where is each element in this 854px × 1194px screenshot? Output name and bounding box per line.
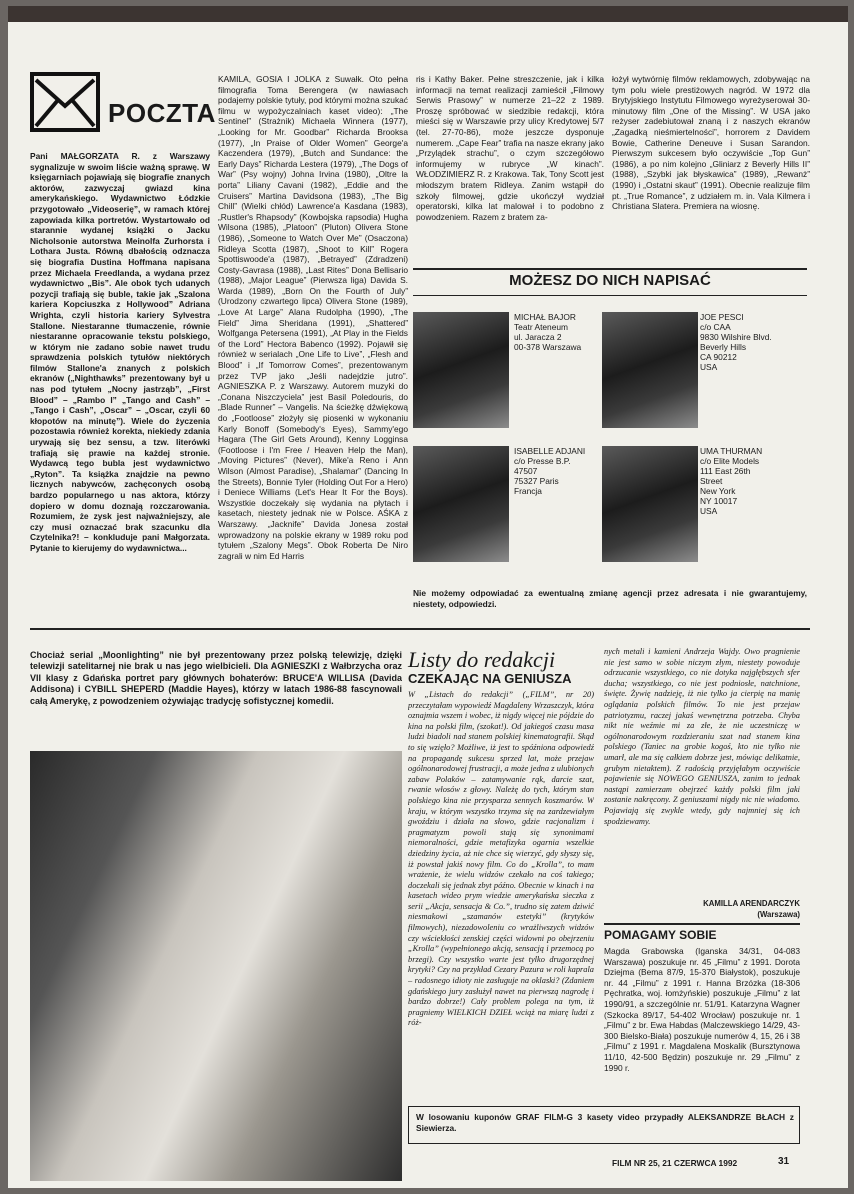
letter-column-1 [30, 151, 210, 623]
address-uma-thurman: UMA THURMAN c/o Elite Models 111 East 26th Street New York NY 10017 USA [700, 446, 763, 516]
letter-text-4: łożył wytwórnię filmów reklamowych, zdobywając na tym polu wiele prestiżowych nagród. W 1972 dla Brytyjskiego Instytutu Filmowego wyreżyserował 30-minutowy film „One of the Missing”. W USA jako reżyser zadebiutował znaną i z naszych ekranów „Zagadką nieśmiertelności”, horrorem z Davidem Bowie, Catherine Deneuve i Susan Sarandon. Pierwszym sukcesem było oczywiście „Top Gun” (1986), a po nim kolejno „Gliniarz z Beverly Hills II” (1988), „Szybki jak błyskawica” (1989), „Rewanż” (1990) i „Ostatni skaut” (1991). Obecnie realizuje film pt. „True Romance”, z udziałem m. in. Vala Kilmera i Christiana Slatera. Premiera na wiosnę. [612, 74, 810, 212]
write-section-title: MOŻESZ DO NICH NAPISAĆ [509, 272, 711, 289]
address-michal-bajor: MICHAŁ BAJOR Teatr Ateneum ul. Jaracza 2 00-378 Warszawa [514, 312, 582, 352]
envelope-icon [30, 72, 100, 132]
page-number: 31 [778, 1156, 790, 1167]
moonlighting-caption [30, 650, 402, 740]
scan-edge [8, 6, 848, 22]
photo-willis-shepherd [30, 751, 402, 1181]
issue-info: FILM NR 25, 21 CZERWCA 1992 [612, 1158, 738, 1168]
letter-text-3: ris i Kathy Baker. Pełne streszczenie, jak i kilka informacji na temat realizacji zamieścił „Filmowy Serwis Prasowy” w numerze 21–22 z 1989. Proszę spróbować w siedzibie redakcji, która mieści się w Warszawie przy ulicy Kredytowej 5/7 (tel. 27-70-86), może jeszcze dysponuje numerem. „Cape Fear” trafia na nasze ekrany jako „Przylądek strachu”, o czym szczegółowo informujemy w rubryce „W kinach”. WŁODZIMIERZ R. z Krakowa. Tak, Tony Scott jest młodszym bratem Ridleya. Zanim wstąpił do szkoły filmowej, gdzie ukończył wydział operatorski, kilka lat malował i to podobno z powodzeniem. Razem z bratem za- [416, 74, 604, 222]
listy-column-2 [604, 647, 800, 897]
magazine-page [8, 6, 848, 1188]
photo-joe-pesci [602, 312, 698, 428]
divider [413, 295, 807, 296]
letter-text-1: Pani MAŁGORZATA R. z Warszawy sygnalizuje w swoim liście ważną sprawę. W księgarniach pojawiają się biografie znanych aktorów, zazwyczaj gwiazd kina amerykańskiego. Wydawnictwo Łódzkie przygotowało „Videoserię”, w ramach której zapowiada kilka portretów. Wystartowało od starannie wydanej książki o Jacku Nicholsonie autorstwa Meinolfa Zurhorsta i Lothara Justa. Równą dbałością odznacza się biografia Dustina Hoffmana napisana przez Michaela Freedlanda, a wydana przez wydawnictwo „Bis”. Ale obok tych udanych pozycji trafiają się buble, takie jak „Szalona kariera Kopciuszka z Hollywood” Adriana Wrighta, czyli historia kariery Sylvestra Stallone. Niestaranne tłumaczenie, równie niestaranne opracowanie tekstu polskiego, w którym nie zadano sobie nawet trudu sprawdzenia polskich tytułów niektórych filmów Stallone'a znanych z polskich ekranów („Nighthawks” prezentowany był u nas pod tytułem „Nocny jastrząb”, „First Blood” – „Rambo I” „Tango and Cash” – „Tango i Cash”, „Oscar” – „Oscar, czyli 60 kłopotów na minutę”). Wiele do życzenia pozostawia również korekta, niekiedy zdania urywają się bez sensu, a tzw. literówki trafiają się prawie na każdej stronie. Wydawcą tego bubla jest wydawnictwo „Ryton”. Ta książka znajdzie na pewno licznych nabywców, zachęconych osobą bardzo popularnego u nas aktora, którzy dopiero w domu doznają rozczarowania. Rozumiem, że zysk jest najważniejszy, ale czy musi oznaczać brak szacunku dla Czytelnika?! – konkluduje pani Małgorzata. Pytanie to kierujemy do wydawnictwa... [30, 151, 210, 553]
section-divider [30, 628, 810, 630]
photo-isabelle-adjani [413, 446, 509, 562]
listy-signature-city: (Warszawa) [757, 910, 800, 919]
photo-michal-bajor [413, 312, 509, 428]
letter-column-4 [612, 74, 810, 262]
listy-column-1 [408, 690, 594, 1098]
pomagamy-column [604, 946, 800, 1096]
address-isabelle-adjani: ISABELLE ADJANI c/o Presse B.P. 47507 75327 Paris Francja [514, 446, 586, 496]
moonlighting-text: Chociaż serial „Moonlighting” nie był prezentowany przez polską telewizję, dzięki telewizji satelitarnej nie brak u nas jego wielbicieli. Dla AGNIESZKI z Wałbrzycha oraz VII klasy z Gdańska portret pary głównych bohaterów: BRUCE'A WILLISA (Davida Addisona) i CYBILL SHEPERD (Maddie Hayes), którzy w latach 1986-88 fascynowali całą Amerykę, z powodzeniem ożywiając tradycję sofistycznej komedii. [30, 650, 402, 706]
pomagamy-title: POMAGAMY SOBIE [604, 928, 717, 942]
section-title: POCZTA [108, 98, 216, 128]
lottery-text: W losowaniu kuponów GRAF FILM-G 3 kasety video przypadły ALEKSANDRZE BŁACH z Siewierza. [416, 1112, 794, 1133]
address-joe-pesci: JOE PESCI c/o CAA 9830 Wilshire Blvd. Beverly Hills CA 90212 USA [700, 312, 772, 372]
listy-signature: KAMILLA ARENDARCZYK [703, 899, 800, 908]
listy-header: Listy do redakcji [408, 647, 556, 672]
letter-column-3 [416, 74, 604, 262]
photo-uma-thurman [602, 446, 698, 562]
listy-title: CZEKAJĄC NA GENIUSZA [408, 671, 572, 686]
write-disclaimer [413, 588, 807, 612]
letter-column-2 [218, 74, 408, 622]
divider [413, 268, 807, 270]
pomagamy-text: Magda Grabowska (Iganska 34/31, 04-083 Warszawa) poszukuje nr. 45 „Filmu” z 1991. Dorota Dziejma (Bema 87/9, 15-370 Białystok), poszukuje nr. 44 „Filmu” z 1991 r. Hanna Brzózka (18-306 Pęchratka, woj. łomżyńskie) poszukuje „Filmu” z lat 1990/91, a szczególnie nr. 51/91. Katarzyna Wagner (Szkocka 89/17, 54-402 Wrocław) poszukuje nr. 1 „Filmu” z br. Ewa Habdas (Malczewskiego 14/29, 43-300 Bielsko-Biała) poszukuje numerów 4, 15, 26 i 38 „Filmu” z 1991 r. Magdalena Moskalik (Bursztynowa 11/10, 42-500 Będzin) poszukuje nr. 29 „Filmu” z 1990 r. [604, 946, 800, 1073]
listy-text-1: W „Listach do redakcji” („FILM”, nr 20) przeczytałam wypowiedź Magdaleny Wrzaszczyk, która oznajmia wszem i wobec, iż nigdy więcej nie pójdzie do kina na polski film, (szokat!). Od jakiegoś czasu masa ludzi biadoli nad stanem polskiej kinematografii. Skąd to się wzięło? Możliwe, iż jest to spóźniona odpowiedź na propagandę sukcesu sprzed lat, może przejaw ogólnonarodowej frustracji, a może jedna z ulubionych zabaw Polaków – zatamywanie rąk, darcie szat, rwanie włosów z głowy. Należę do tych, którym stan polskiego kina nie przysparza sennych koszmarów. W kraju, w którym wszystko trzyma się na zardzewiałym gwoździu i działa na słowo, gdzie racjonalizm i pragmatyzm powoli stają się synonimami niemoralności, gdzie metafizyka ogarnia wszelkie dziedziny życia, aż nie chce się wierzyć, gdy słyszy się, iż powstał jakiś nowy film. Co do „Krolla”, to mam wrażenie, że wielu widzów czekało na coś takiego; doczekali się jednak zbyt późno. Obecnie w kinach i na kasetach wideo prym wiedzie amerykańska sieczka z serii „Akcja, sensacja & Co.”, trudno się zatem dziwić niesmakowi „szamanów estetyki” (krytyków filmowych), niezadowoleniu co wrażliwszych widzów czy wściekłości zenskiej części widowni po obejrzeniu „Krolla” (wypełnionego akcją, sensacją i przemocą po brzegi). Czy wszystko warte jest tylko drugorzędnej krytyki? Czy na przykład Cezary Pazura w roli kaprala – radosnego idioty nie zasługuje na oklaski? (Zdaniem gdańskiego jury zasłużył nawet na pierwszą nagrodę i bardzo dobrze!) Cały problem polega na tym, iż pragniemy WIELKICH DZIEŁ wciąż na miarę ludzi z róż- [408, 690, 594, 1028]
lottery-content [416, 1112, 794, 1140]
divider [604, 923, 800, 925]
listy-text-2: nych metali i kamieni Andrzeja Wajdy. Owo pragnienie nie jest samo w sobie niczym złym, niestety powoduje odrzucanie wszystkiego, co nie dotyka najgłębszych sfer ducha; wszystkiego, co nie jest podniosłe, natchnione, święte. Żywię nadzieję, iż nie tylko ja cierpię na manię oglądania polskich filmów. To nie jest przejaw patriotyzmu, raczej jakaś wewnętrzna potrzeba. Chyba nikt nie weźmie mi za złe, że nie uczestniczę w ogólnonarodowym rozdzieraniu szat nad stanem kina polskiego (Taniec na grobie kogoś, kto nie tylko nie umarł, ale ma się całkiem dobrze jest, mówiąc delikatnie, grubym nietaktem). Z radością przyjęłabym oczywiście pojawienie się NOWEGO GENIUSZA, zanim to jednak nastąpi zamierzam obejrzeć każdy polski film jaki zostanie nakręcony. Z geniuszami nigdy nic nie wiadomo. Pojawiają się zwykle wtedy, gdy najmniej się ich spodziewamy. [604, 647, 800, 826]
disclaimer-text: Nie możemy odpowiadać za ewentualną zmianę agencji przez adresata i nie gwarantujemy, niestety, odpowiedzi. [413, 588, 807, 609]
letter-text-2: KAMILA, GOSIA I JOLKA z Suwałk. Oto pełna filmografia Toma Berengera (w nawiasach podajemy polskie tytuły, pod którymi można szukać filmu w wypożyczalniach kaset video): „The Sentinel” (Strażnik) Michaela Winnera (1977), „Looking for Mr. Goodbar” Richarda Brooksa (1977), „In Praise of Older Women” George'a Kaczendera (1979), „Butch and Sundance: the Early Days” Richarda Lestera (1979), „The Dogs of War” (Psy wojny) Johna Irvina (1980), „Oltre la porta” Liliany Cavani (1982), „Eddie and the Cruisers” Martina Davidsona (1983), „The Big Chill” (Wielki chłód) Lawrence'a Kasdana (1983), „Rustler's Rhapsody” (Kowbojska rapsodia) Hugha Wilsona (1985), „Platoon” (Pluton) Olivera Stone (1986), „Someone to Watch Over Me” (Osaczona) Ridleya Scotta (1987), „Shoot to Kill” Rogera Spottiswoode'a (1987), „Betrayed” (Zdradzeni) Costy-Gavrasa (1988), „Last Rites” Dona Bellisario (1988), „Major League” (Pierwsza liga) Davida S. Warda (1989), „Born On the Fourth of July” (Urodzony czwartego lipca) Olivera Stone (1989), „Love At Large” Alana Rudolpha (1990), „The Field” Jima Sheridana (1991), „Shattered” Wolfganga Petersena (1991), „At Play in the Fields of the Lord” Hectora Babenco (1992). Pojawił się również w serialach „One Life to Live”, „Flesh and Blood” i „If Tomorrow Comes”, prezentowanym przez TVP jako „Jeśli nadejdzie jutro”. AGNIESZKA P. z Warszawy. Autorem muzyki do „Conana Niszczyciela” jest Basil Poledouris, do „Blade Runner” – Vangelis. Na ścieżkę dźwiękową do „Footloose” złożyły się piosenki w wykonaniu Karly Bonoff (Somebody's Eyes), Sammy'ego Hagara (The Girl Gets Around), Kenny Logginsa (Footloose i I'm Free / Heaven Help the Man), „Moving Pictures” (Never), Mike'a Reno i Ann Wilson (Almost Paradise), „Shalamar” (Dancing In the Streets), Bonnie Tyler (Holding Out For a Hero) i Deniece Williams (Let's Hear It For the Boys). Wszystkie doczekały się wydania na płytach i kasetach, niestety jednak nie w Polsce. AŚKA z Warszawy. „Jacknife” Davida Jonesa został wprowadzony na polskie ekrany w 1989 roku pod tytułem „Szalony Megs”. Obok Roberta De Niro zagrali w nim Ed Harris [218, 74, 408, 561]
